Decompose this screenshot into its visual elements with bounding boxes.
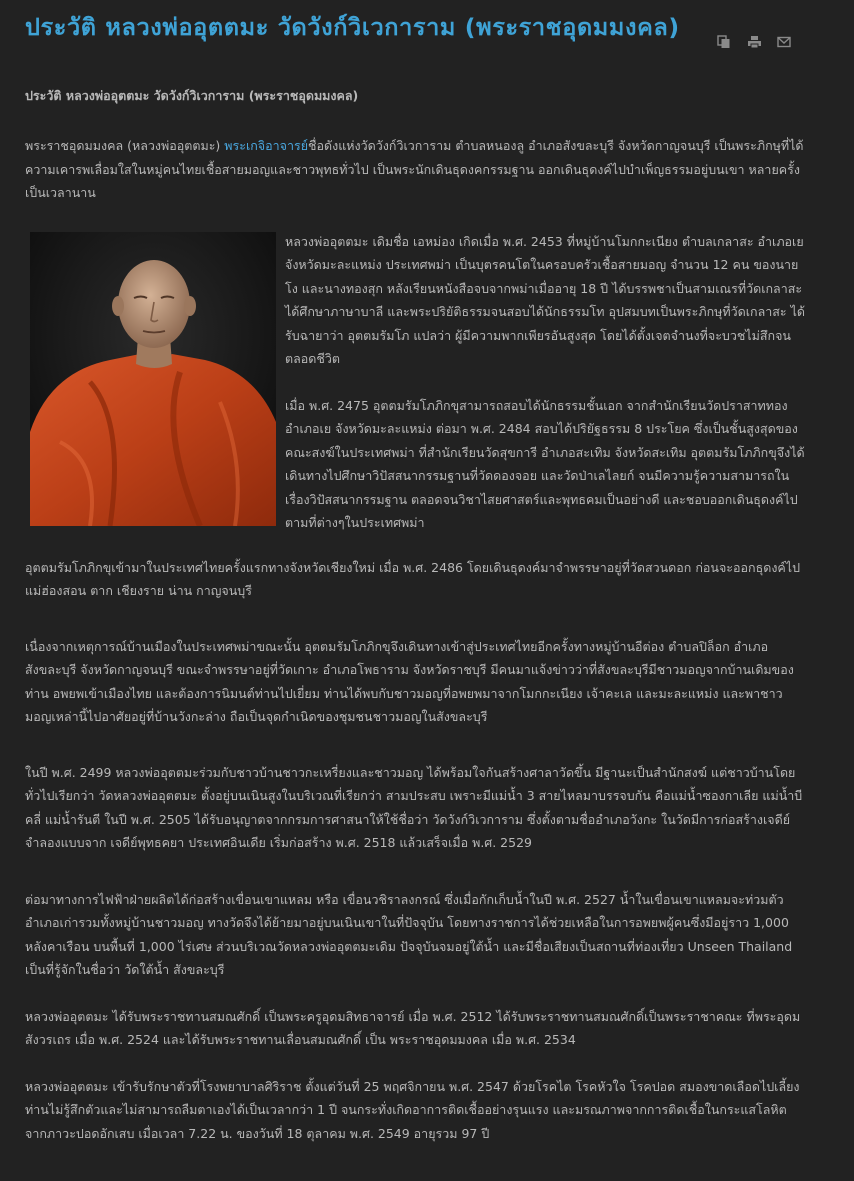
intro-text-start: พระราชอุดมมงคล (หลวงพ่ออุตตมะ) bbox=[25, 138, 225, 153]
body-paragraph: หลวงพ่ออุตตมะ ได้รับพระราชทานสมณศักดิ์ เป็นพระครูอุดมสิทธาจารย์ เมื่อ พ.ศ. 2512 ได้รับพระราชทานสมณศักดิ์เป็นพระราชาคณะ ที่พระอุดมสังวรเถร เมื่อ พ.ศ. 2524 และได้รับพระราชทานเลื่อนสมณศักดิ์ เป็น พระราชอุดมมงคล เมื่อ พ.ศ. 2534 bbox=[25, 1008, 801, 1047]
article-header bbox=[25, 12, 808, 76]
email-icon[interactable] bbox=[776, 34, 792, 50]
intro-link[interactable]: พระเกจิอาจารย์ bbox=[224, 138, 309, 153]
page-title: ประวัติ หลวงพ่ออุตตมะ วัดวังก์วิเวการาม (พระราชอุดมมงคล) bbox=[25, 13, 680, 41]
body-paragraph: ต่อมาทางการไฟฟ้าฝ่ายผลิตได้ก่อสร้างเขื่อนเขาแหลม หรือ เขื่อนวชิราลงกรณ์ ซึ่งเมื่อกักเก็บน้ำในปี พ.ศ. 2527 น้ำในเขื่อนเขาแหลมจะท่วมตัวอำเภอเก่ารวมทั้งหมู่บ้านชาวมอญ ทางวัดจึงได้ย้ายมาอยู่บนเนินเขาในที่ปัจจุบัน โดยทางราชการได้ช่วยเหลือในการอพยพผู้คนซึ่งมีอยู่ราว 1,000 หลังคาเรือน บนพื้นที่ 1,000 ไร่เศษ ส่วนบริเวณวัดหลวงพ่ออุตตมะเดิม ปัจจุบันจมอยู่ใต้น้ำ และมีชื่อเสียงเป็นสถานที่ท่องเที่ยว Unseen Thailand เป็นที่รู้จักในชื่อว่า วัดใต้น้ำ สังขละบุรี bbox=[25, 891, 793, 977]
monk-portrait-image bbox=[30, 232, 276, 526]
intro-text-end: ชื่อดังแห่งวัดวังก์วิเวการาม ตำบลหนองลู อำเภอสังขละบุรี จังหวัดกาญจนบุรี เป็นพระภิกษุที่ได้ความเคารพเลื่อมใสในหมู่คนไทยเชื้อสายมอญและชาวพุทธทั่วไป เป็นพระนักเดินธุดงคกรรมฐาน ออกเดินธุดงค์ไปบำเพ็ญธรรมอยู่บนเขา หลายครั้งเป็นเวลานาน bbox=[25, 138, 804, 200]
print-icon[interactable] bbox=[746, 34, 762, 50]
article-subtitle: ประวัติ หลวงพ่ออุตตมะ วัดวังก์วิเวการาม (พระราชอุดมมงคล) bbox=[25, 88, 359, 103]
biography-text bbox=[285, 230, 808, 535]
intro-paragraph bbox=[25, 134, 808, 205]
biography-block bbox=[25, 230, 808, 530]
bio-paragraph: เมื่อ พ.ศ. 2475 อุตตมรัมโภภิกขุสามารถสอบได้นักธรรมชั้นเอก จากสำนักเรียนวัดปราสาททอง อำเภอเย จังหวัดมะละแหม่ง ต่อมา พ.ศ. 2484 สอบได้ปริยัฐธรรม 8 ประโยค ซึ่งเป็นชั้นสูงสุดของคณะสงฆ์ในประเทศพม่า ที่สำนักเรียนวัดสุขการี อำเภอสะเทิม จังหวัดสะเทิม อุตตมรัมโภภิกขุจึงได้เดินทางไปศึกษาวิปัสสนากรรมฐานที่วัดดองจอย และวัดป่าเลไลยก์ จนมีความรู้ความสามารถในเรื่องวิปัสสนากรรมฐาน ตลอดจนวิชาไสยศาสตร์และพุทธคมเป็นอย่างดี และชอบออกเดินธุดงค์ไปตามที่ต่างๆในประเทศพม่า bbox=[285, 397, 805, 530]
bio-paragraph: หลวงพ่ออุตตมะ เดิมชื่อ เอหม่อง เกิดเมื่อ พ.ศ. 2453 ที่หมู่บ้านโมกกะเนียง ตำบลเกลาสะ อำเภอเย จังหวัดมะละแหม่ง ประเทศพม่า เป็นบุตรคนโตในครอบครัวเชื้อสายมอญ จำนวน 12 คน ของนายโง และนางทองสุก หลังเรียนหนังสือจบจากพม่าเมื่ออายุ 18 ปี ได้บรรพชาเป็นสามเณรที่วัดเกลาสะ ได้ศึกษาภาษาบาลี และพระปริยัติธรรมจนสอบได้นักธรรมโท อุปสมบทเป็นพระภิกษุที่วัดเกลาสะ ได้รับฉายาว่า อุตตมรัมโภ แปลว่า ผู้มีความพากเพียรอันสูงสุด โดยได้ตั้งเจตจำนงที่จะบวชไม่สึกจนตลอดชีวิต bbox=[285, 233, 806, 366]
pdf-icon[interactable] bbox=[716, 34, 732, 50]
body-paragraph: เนื่องจากเหตุการณ์บ้านเมืองในประเทศพม่าขณะนั้น อุตตมรัมโภภิกขุจึงเดินทางเข้าสู่ประเทศไทยอีกครั้งทางหมู่บ้านอีต่อง ตำบลปิล็อก อำเภอสังขละบุรี จังหวัดกาญจนบุรี ขณะจำพรรษาอยู่ที่วัดเกาะ อำเภอโพธาราม จังหวัดราชบุรี มีคนมาแจ้งข่าวว่าที่สังขละบุรีมีชาวมอญจากบ้านเดิมของท่าน อพยพเข้าเมืองไทย และต้องการนิมนต์ท่านไปเยี่ยม ท่านได้พบกับชาวมอญที่อพยพมาจากโมกกะเนียง เจ้าคะเล และมะละแหม่ง และพาชาวมอญเหล่านี้ไปอาศัยอยู่ที่บ้านวังกะล่าง ถือเป็นจุดกำเนิดของชุมชนชาวมอญในสังขละบุรี bbox=[25, 638, 794, 724]
body-paragraph: หลวงพ่ออุตตมะ เข้ารับรักษาตัวที่โรงพยาบาลศิริราช ตั้งแต่วันที่ 25 พฤศจิกายน พ.ศ. 2547 ด้วยโรคไต โรคหัวใจ โรคปอด สมองขาดเลือดไปเลี้ยง ท่านไม่รู้สึกตัวและไม่สามารถลืมตาเองได้เป็นเวลากว่า 1 ปี จนกระทั่งเกิดอาการติดเชื้ออย่างรุนแรง และมรณภาพจากการติดเชื้อในกระแสโลหิตจากภาวะปอดอักเสบ เมื่อเวลา 7.22 น. ของวันที่ 18 ตุลาคม พ.ศ. 2549 อายุรวม 97 ปี bbox=[25, 1078, 800, 1141]
article-toolbar bbox=[716, 34, 792, 50]
body-paragraph: อุตตมรัมโภภิกขุเข้ามาในประเทศไทยครั้งแรกทางจังหวัดเชียงใหม่ เมื่อ พ.ศ. 2486 โดยเดินธุดงค์มาจำพรรษาอยู่ที่วัดสวนดอก ก่อนจะออกธุดงค์ไปแม่ฮ่องสอน ตาก เชียงราย น่าน กาญจนบุรี bbox=[25, 559, 801, 598]
body-paragraph: ในปี พ.ศ. 2499 หลวงพ่ออุตตมะร่วมกับชาวบ้านชาวกะเหรี่ยงและชาวมอญ ได้พร้อมใจกันสร้างศาลาวัดขึ้น มีฐานะเป็นสำนักสงฆ์ แต่ชาวบ้านโดยทั่วไปเรียกว่า วัดหลวงพ่ออุตตมะ ตั้งอยู่บนเนินสูงในบริเวณที่เรียกว่า สามประสบ เพราะมีแม่น้ำ 3 สายไหลมาบรรจบกัน คือแม่น้ำซองกาเลีย แม่น้ำบีคลี่ แม่น้ำรันตี ในปี พ.ศ. 2505 ได้รับอนุญาตจากกรมการศาสนาให้ใช้ชื่อว่า วัดวังก์วิเวการาม ซึ่งตั้งตามชื่ออำเภอวังกะ ในวัดมีการก่อสร้างเจดีย์จำลองแบบจาก เจดีย์พุทธคยา ประเทศอินเดีย เริ่มก่อสร้าง พ.ศ. 2518 แล้วเสร็จเมื่อ พ.ศ. 2529 bbox=[25, 764, 803, 850]
